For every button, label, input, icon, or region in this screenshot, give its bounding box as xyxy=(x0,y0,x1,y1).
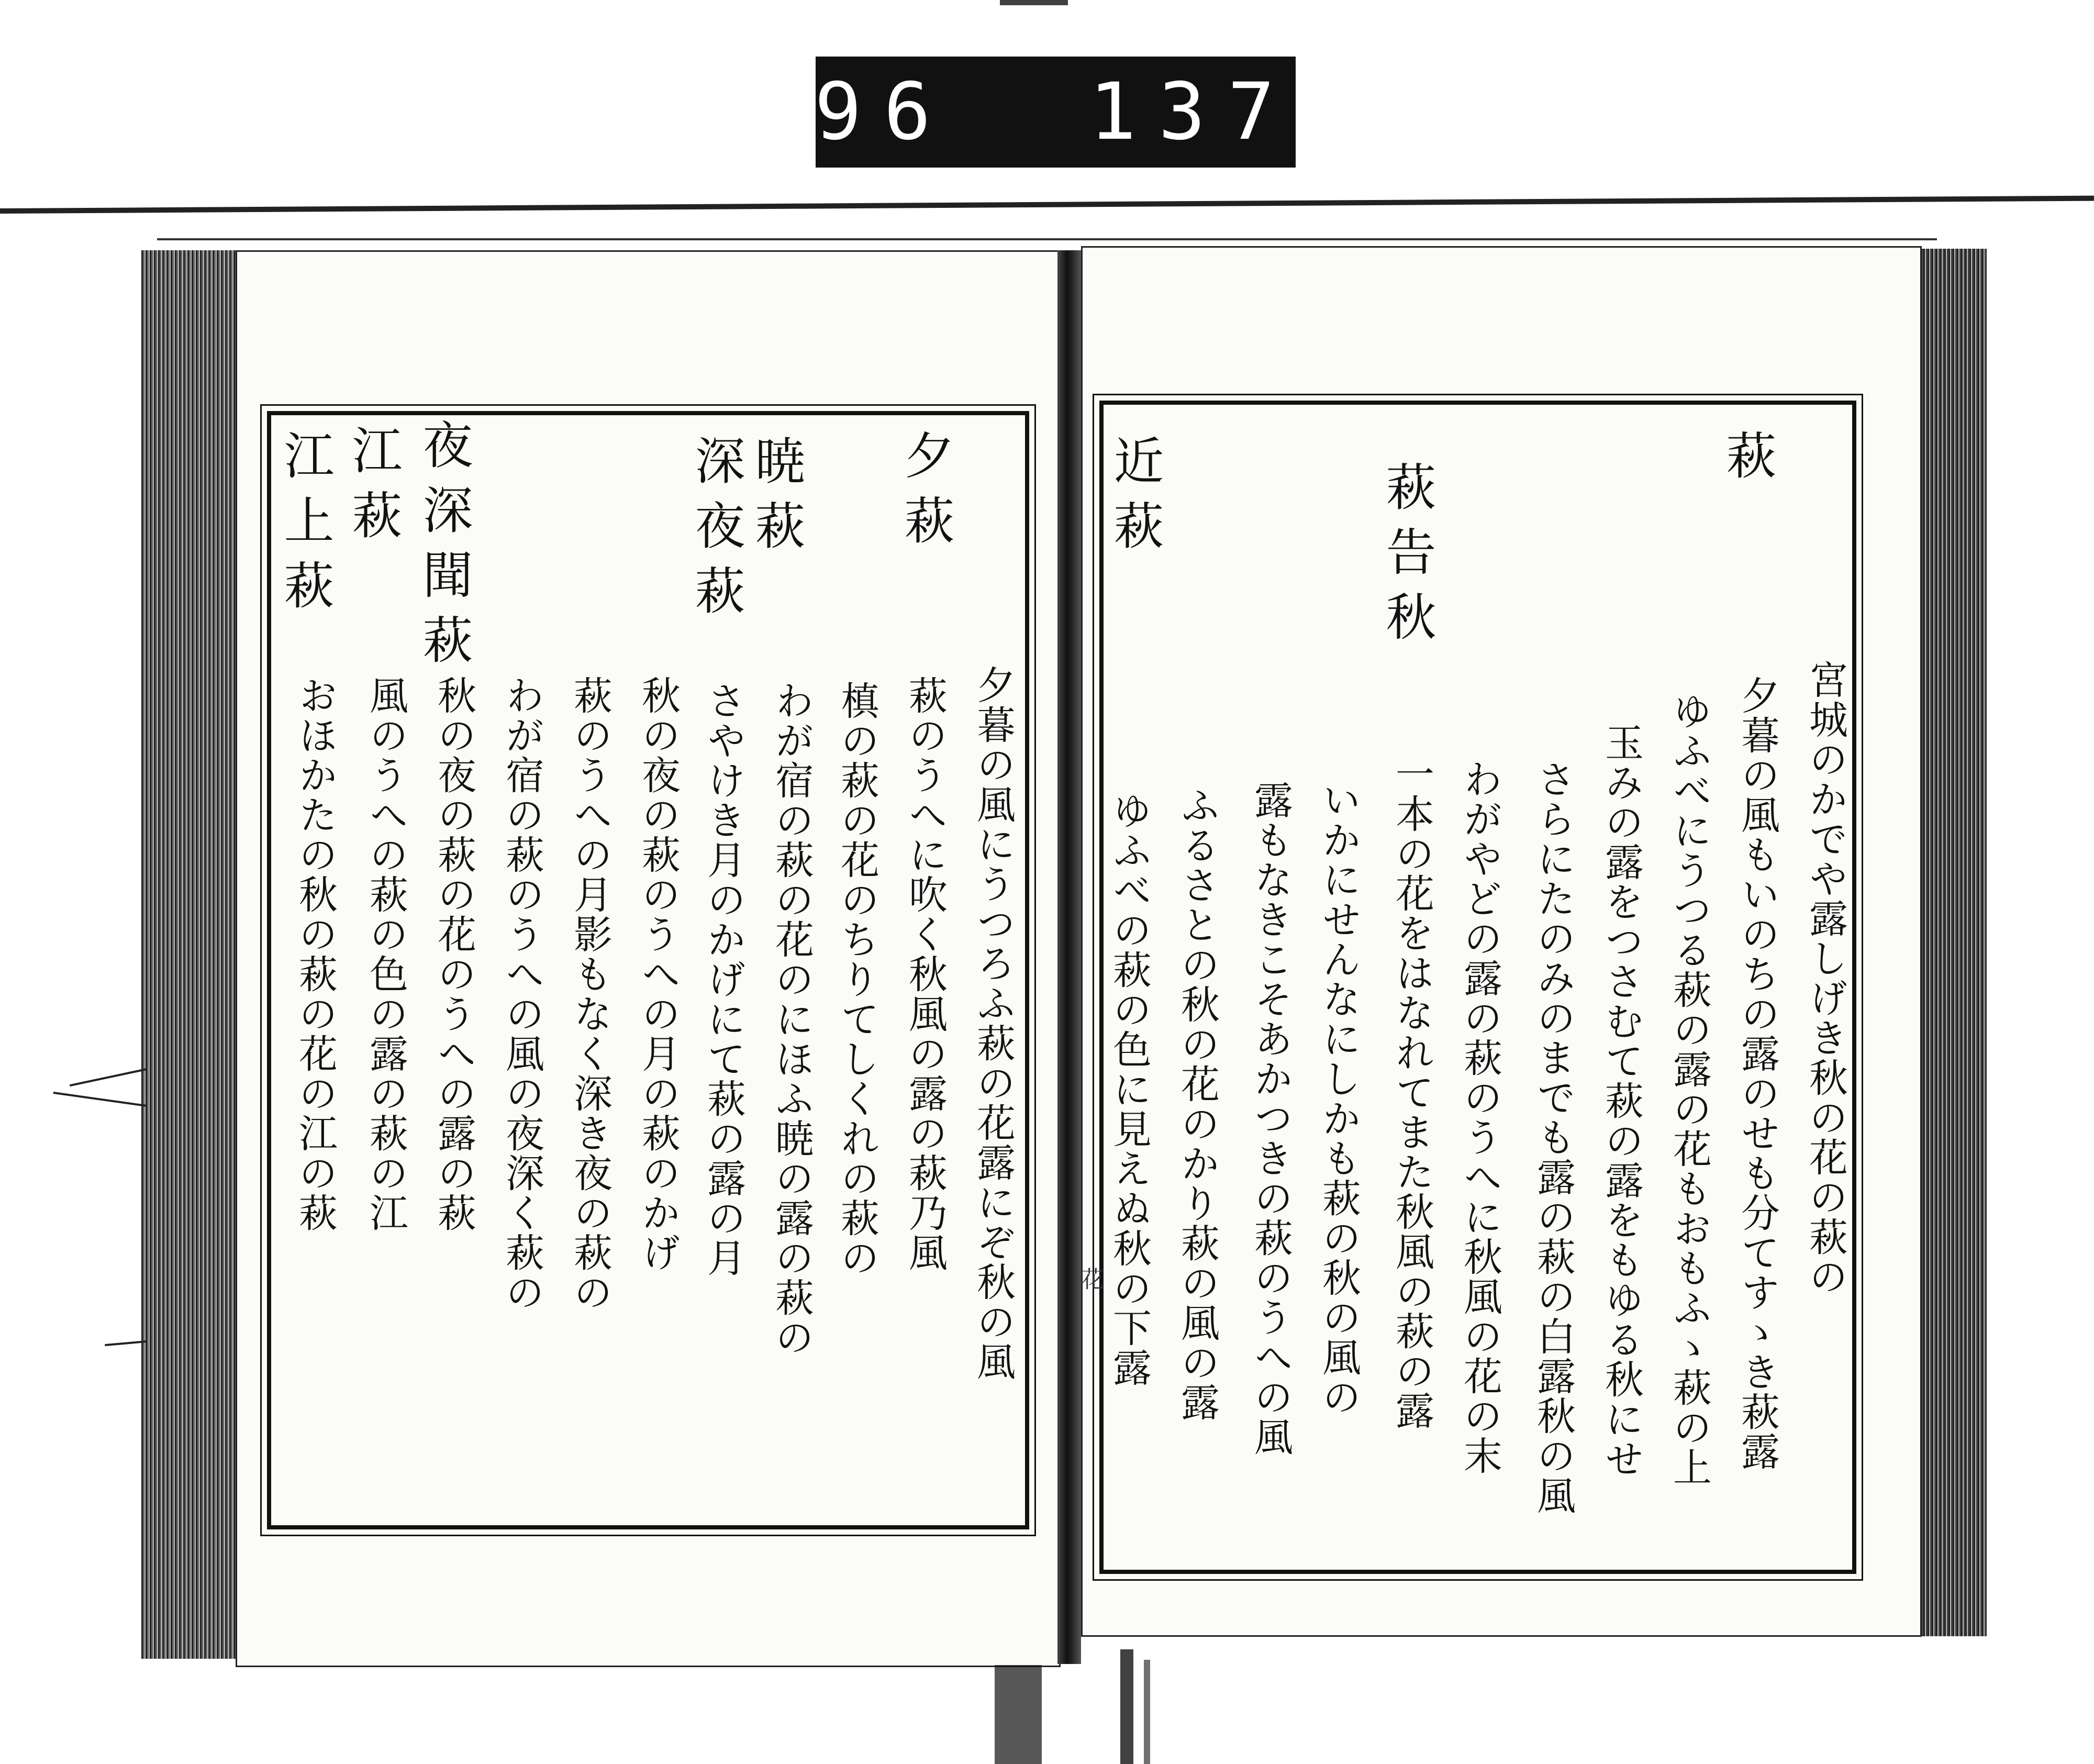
right-heading-3: 近萩 xyxy=(1106,435,1164,564)
right-line-4: 玉みの露をつさむて萩の露をもゆる秋にせ xyxy=(1599,723,1644,1479)
right-line-2: 夕暮の風もいのちの露のせも分てすゝき萩露 xyxy=(1735,675,1780,1471)
archival-label xyxy=(745,57,1366,168)
left-line-8: わが宿の萩のうへの風の夜深く萩の xyxy=(499,675,544,1312)
right-line-10: ふるさとの秋の花のかり萩の風の露 xyxy=(1175,785,1220,1422)
left-line-9: 秋の夜の萩の花のうへの露の萩 xyxy=(431,675,476,1233)
left-heading-2: 暁萩 xyxy=(747,435,806,564)
right-line-8: いかにせんなにしかも萩の秋の風の xyxy=(1316,780,1361,1417)
right-heading-1: 萩 xyxy=(1718,429,1777,494)
label-right-number: 137. xyxy=(1089,66,1366,158)
scan-artifact xyxy=(1120,1649,1133,1764)
scan-artifact xyxy=(1144,1660,1150,1764)
right-line-7: 一本の花をはなれてまた秋風の萩の露 xyxy=(1389,754,1434,1430)
fray-mark xyxy=(105,1340,147,1346)
fray-mark xyxy=(53,1092,147,1107)
left-line-5: さやけき月のかげにて萩の露の月 xyxy=(701,681,746,1278)
top-rule-secondary xyxy=(157,238,1937,240)
left-heading-6: 江上萩 xyxy=(276,429,335,624)
right-line-6: わがやどの露の萩のうへに秋風の花の末 xyxy=(1457,759,1502,1475)
left-line-6: 秋の夜の萩のうへの月の萩のかげ xyxy=(636,675,681,1272)
right-line-3: ゆふべにうつる萩の露の花もおもふゝ萩の上 xyxy=(1667,691,1712,1487)
left-line-11: おほかたの秋の萩の花の江の萩 xyxy=(293,675,338,1233)
right-line-1: 宮城のかでや露しげき秋の花の萩の xyxy=(1803,660,1848,1296)
left-heading-5: 江萩 xyxy=(344,424,403,554)
scan-artifact xyxy=(995,1665,1042,1764)
left-heading-3: 深夜萩 xyxy=(687,435,745,629)
left-heading-4: 夜深聞萩 xyxy=(415,419,473,679)
book-gutter xyxy=(1057,250,1081,1664)
left-line-7: 萩のうへの月影もなく深き夜の萩の xyxy=(567,675,612,1312)
right-line-9: 露もなきこそあかつきの萩のうへの風 xyxy=(1248,780,1293,1457)
left-line-3: 槙の萩の花のちりてしくれの萩の xyxy=(834,681,879,1278)
left-heading-1: 夕萩 xyxy=(896,429,955,559)
left-line-1: 夕暮の風にうつろふ萩の花露にぞ秋の風 xyxy=(971,665,1016,1381)
gutter-note: 花 xyxy=(1077,1267,1104,1290)
right-line-11: ゆふべの萩の色に見えぬ秋の下露 xyxy=(1107,791,1152,1388)
right-heading-2: 萩告秋 xyxy=(1378,461,1436,656)
left-line-4: わが宿の萩の花のにほふ暁の露の萩の xyxy=(769,681,814,1357)
scan-artifact xyxy=(1000,0,1068,5)
top-rule xyxy=(0,196,2094,214)
right-line-5: さらにたのみのまでも露の萩の白露秋の風 xyxy=(1531,759,1576,1515)
label-left-number: 296 xyxy=(745,66,953,158)
left-page-edge xyxy=(141,250,241,1659)
left-line-2: 萩のうへに吹く秋風の露の萩乃風 xyxy=(903,675,948,1272)
left-line-10: 風のうへの萩の色の露の萩の江 xyxy=(363,675,408,1233)
fray-mark xyxy=(70,1068,147,1086)
